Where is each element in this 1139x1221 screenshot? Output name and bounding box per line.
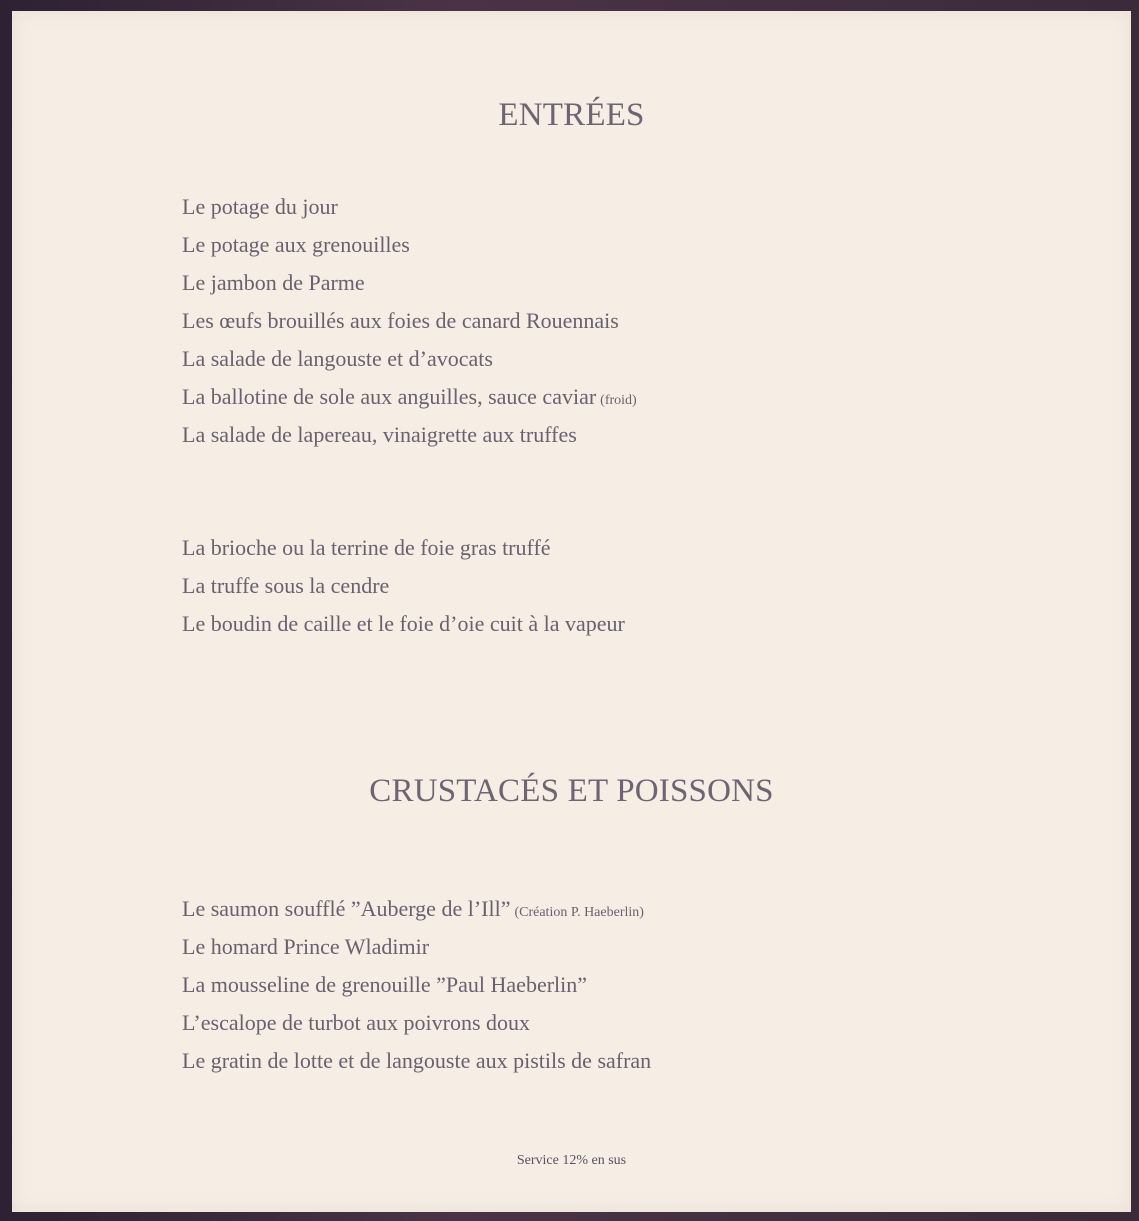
menu-item-label: Le potage aux grenouilles <box>182 232 410 257</box>
menu-item-note: (Création P. Haeberlin) <box>514 905 644 920</box>
menu-item <box>182 890 651 928</box>
section-title-entrees: ENTRÉES <box>498 97 645 133</box>
entrees-list <box>182 188 637 454</box>
menu-item-label: La salade de lapereau, vinaigrette aux truffes <box>182 422 577 447</box>
menu-item-label: Le potage du jour <box>182 194 338 219</box>
menu-item-label: La brioche ou la terrine de foie gras truffé <box>182 535 551 560</box>
crustaces-list <box>182 890 651 1080</box>
menu-item <box>182 1042 651 1080</box>
menu-item <box>182 1004 651 1042</box>
menu-item-label: Le gratin de lotte et de langouste aux pistils de safran <box>182 1048 652 1073</box>
menu-item <box>182 605 625 643</box>
menu-item-label: La salade de langouste et d’avocats <box>182 346 493 371</box>
menu-item <box>182 529 625 567</box>
menu-item <box>182 966 651 1004</box>
menu-item <box>182 567 625 605</box>
menu-item <box>182 416 637 454</box>
menu-item-label: Le homard Prince Wladimir <box>182 934 430 959</box>
section-title-crustaces: CRUSTACÉS ET POISSONS <box>369 773 774 809</box>
menu-item-note: (froid) <box>600 393 637 408</box>
menu-item-label: La ballotine de sole aux anguilles, sauce caviar <box>182 384 597 409</box>
menu-item-label: La truffe sous la cendre <box>182 573 390 598</box>
menu-item <box>182 928 651 966</box>
menu-item-label: La mousseline de grenouille ”Paul Haeberlin” <box>182 972 588 997</box>
menu-page <box>12 11 1131 1212</box>
menu-item-label: Le boudin de caille et le foie d’oie cuit à la vapeur <box>182 611 625 636</box>
menu-item <box>182 188 637 226</box>
foie-gras-list <box>182 529 625 643</box>
menu-item <box>182 226 637 264</box>
service-note: Service 12% en sus <box>516 1153 627 1168</box>
menu-item-label: Les œufs brouillés aux foies de canard Rouennais <box>182 308 619 333</box>
menu-item <box>182 302 637 340</box>
menu-item <box>182 264 637 302</box>
menu-item-label: Le saumon soufflé ”Auberge de l’Ill” <box>182 896 511 921</box>
menu-item <box>182 378 637 416</box>
menu-item-label: L’escalope de turbot aux poivrons doux <box>182 1010 531 1035</box>
menu-item-label: Le jambon de Parme <box>182 270 365 295</box>
menu-item <box>182 340 637 378</box>
